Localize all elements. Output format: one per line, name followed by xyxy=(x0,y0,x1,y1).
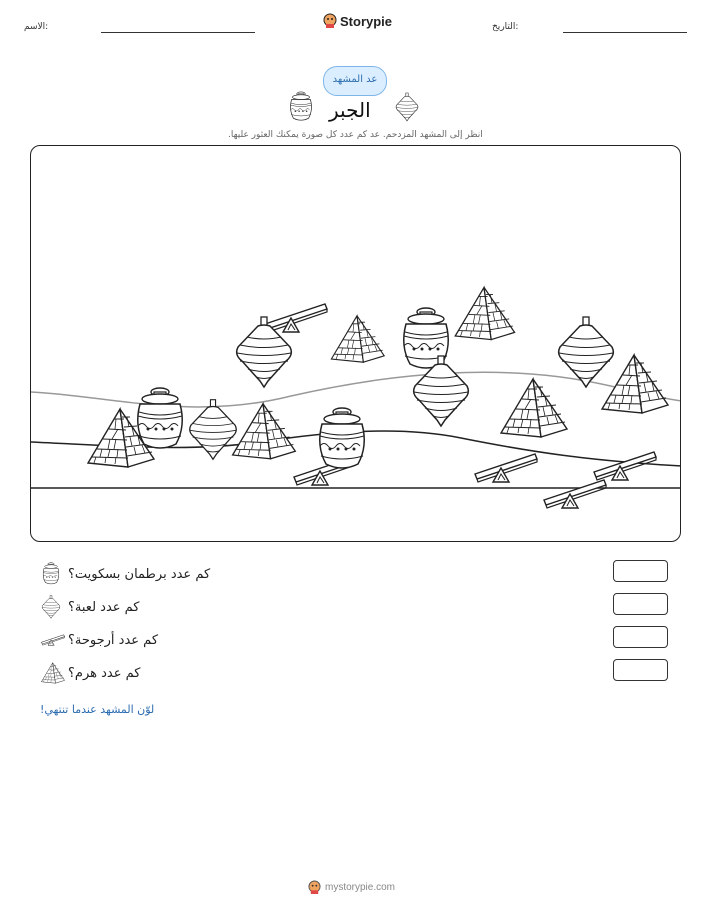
date-field[interactable] xyxy=(563,32,687,33)
color-note: لوّن المشهد عندما تنتهي! xyxy=(40,703,155,716)
seesaw xyxy=(544,480,606,508)
spinning-top-icon xyxy=(40,595,62,619)
mascot-icon xyxy=(323,13,337,29)
question-text: كم عدد لعبة؟ xyxy=(68,599,140,615)
footer-url[interactable]: mystorypie.com xyxy=(325,882,396,893)
seesaw xyxy=(475,454,537,482)
pyramid xyxy=(233,404,296,459)
question-text: كم عدد برطمان بسكويت؟ xyxy=(68,566,211,582)
question-text: كم عدد أرجوحة؟ xyxy=(68,632,159,648)
pyramid xyxy=(501,379,567,437)
page-title: الجبر xyxy=(329,98,371,122)
question-row xyxy=(40,562,210,586)
scene-drawing xyxy=(31,146,681,542)
cookie-jar-icon xyxy=(286,91,316,123)
brand-name: Storypie xyxy=(340,13,393,29)
pyramid xyxy=(602,355,668,413)
seesaw xyxy=(594,452,656,480)
pyramid xyxy=(455,287,514,339)
answer-box[interactable] xyxy=(613,659,668,681)
activity-badge: عد المشهد xyxy=(323,66,387,96)
question-row xyxy=(40,595,140,619)
counting-scene xyxy=(30,145,681,542)
cookie-jar xyxy=(320,408,365,468)
pyramid-icon xyxy=(40,661,66,685)
spinning-top xyxy=(559,317,614,387)
pyramid xyxy=(331,316,384,362)
answer-box[interactable] xyxy=(613,593,668,615)
mascot-icon xyxy=(308,880,321,895)
name-label: الاسم: xyxy=(24,22,49,32)
cookie-jar-icon xyxy=(40,562,62,586)
answer-box[interactable] xyxy=(613,626,668,648)
question-row xyxy=(40,661,140,685)
date-label: التاريخ: xyxy=(492,22,519,32)
instructions: انظر إلى المشهد المزدحم. عد كم عدد كل صورة يمكنك العثور عليها. xyxy=(228,130,483,140)
brand-logo xyxy=(323,13,392,29)
spinning-top-icon xyxy=(395,91,419,123)
question-text: كم عدد هرم؟ xyxy=(68,665,141,681)
spinning-top xyxy=(190,400,236,460)
cookie-jar xyxy=(138,388,183,448)
answer-box[interactable] xyxy=(613,560,668,582)
footer xyxy=(308,880,395,895)
seesaw xyxy=(265,304,327,332)
seesaw-icon xyxy=(40,628,66,652)
name-field[interactable] xyxy=(101,32,255,33)
question-row xyxy=(40,628,158,652)
